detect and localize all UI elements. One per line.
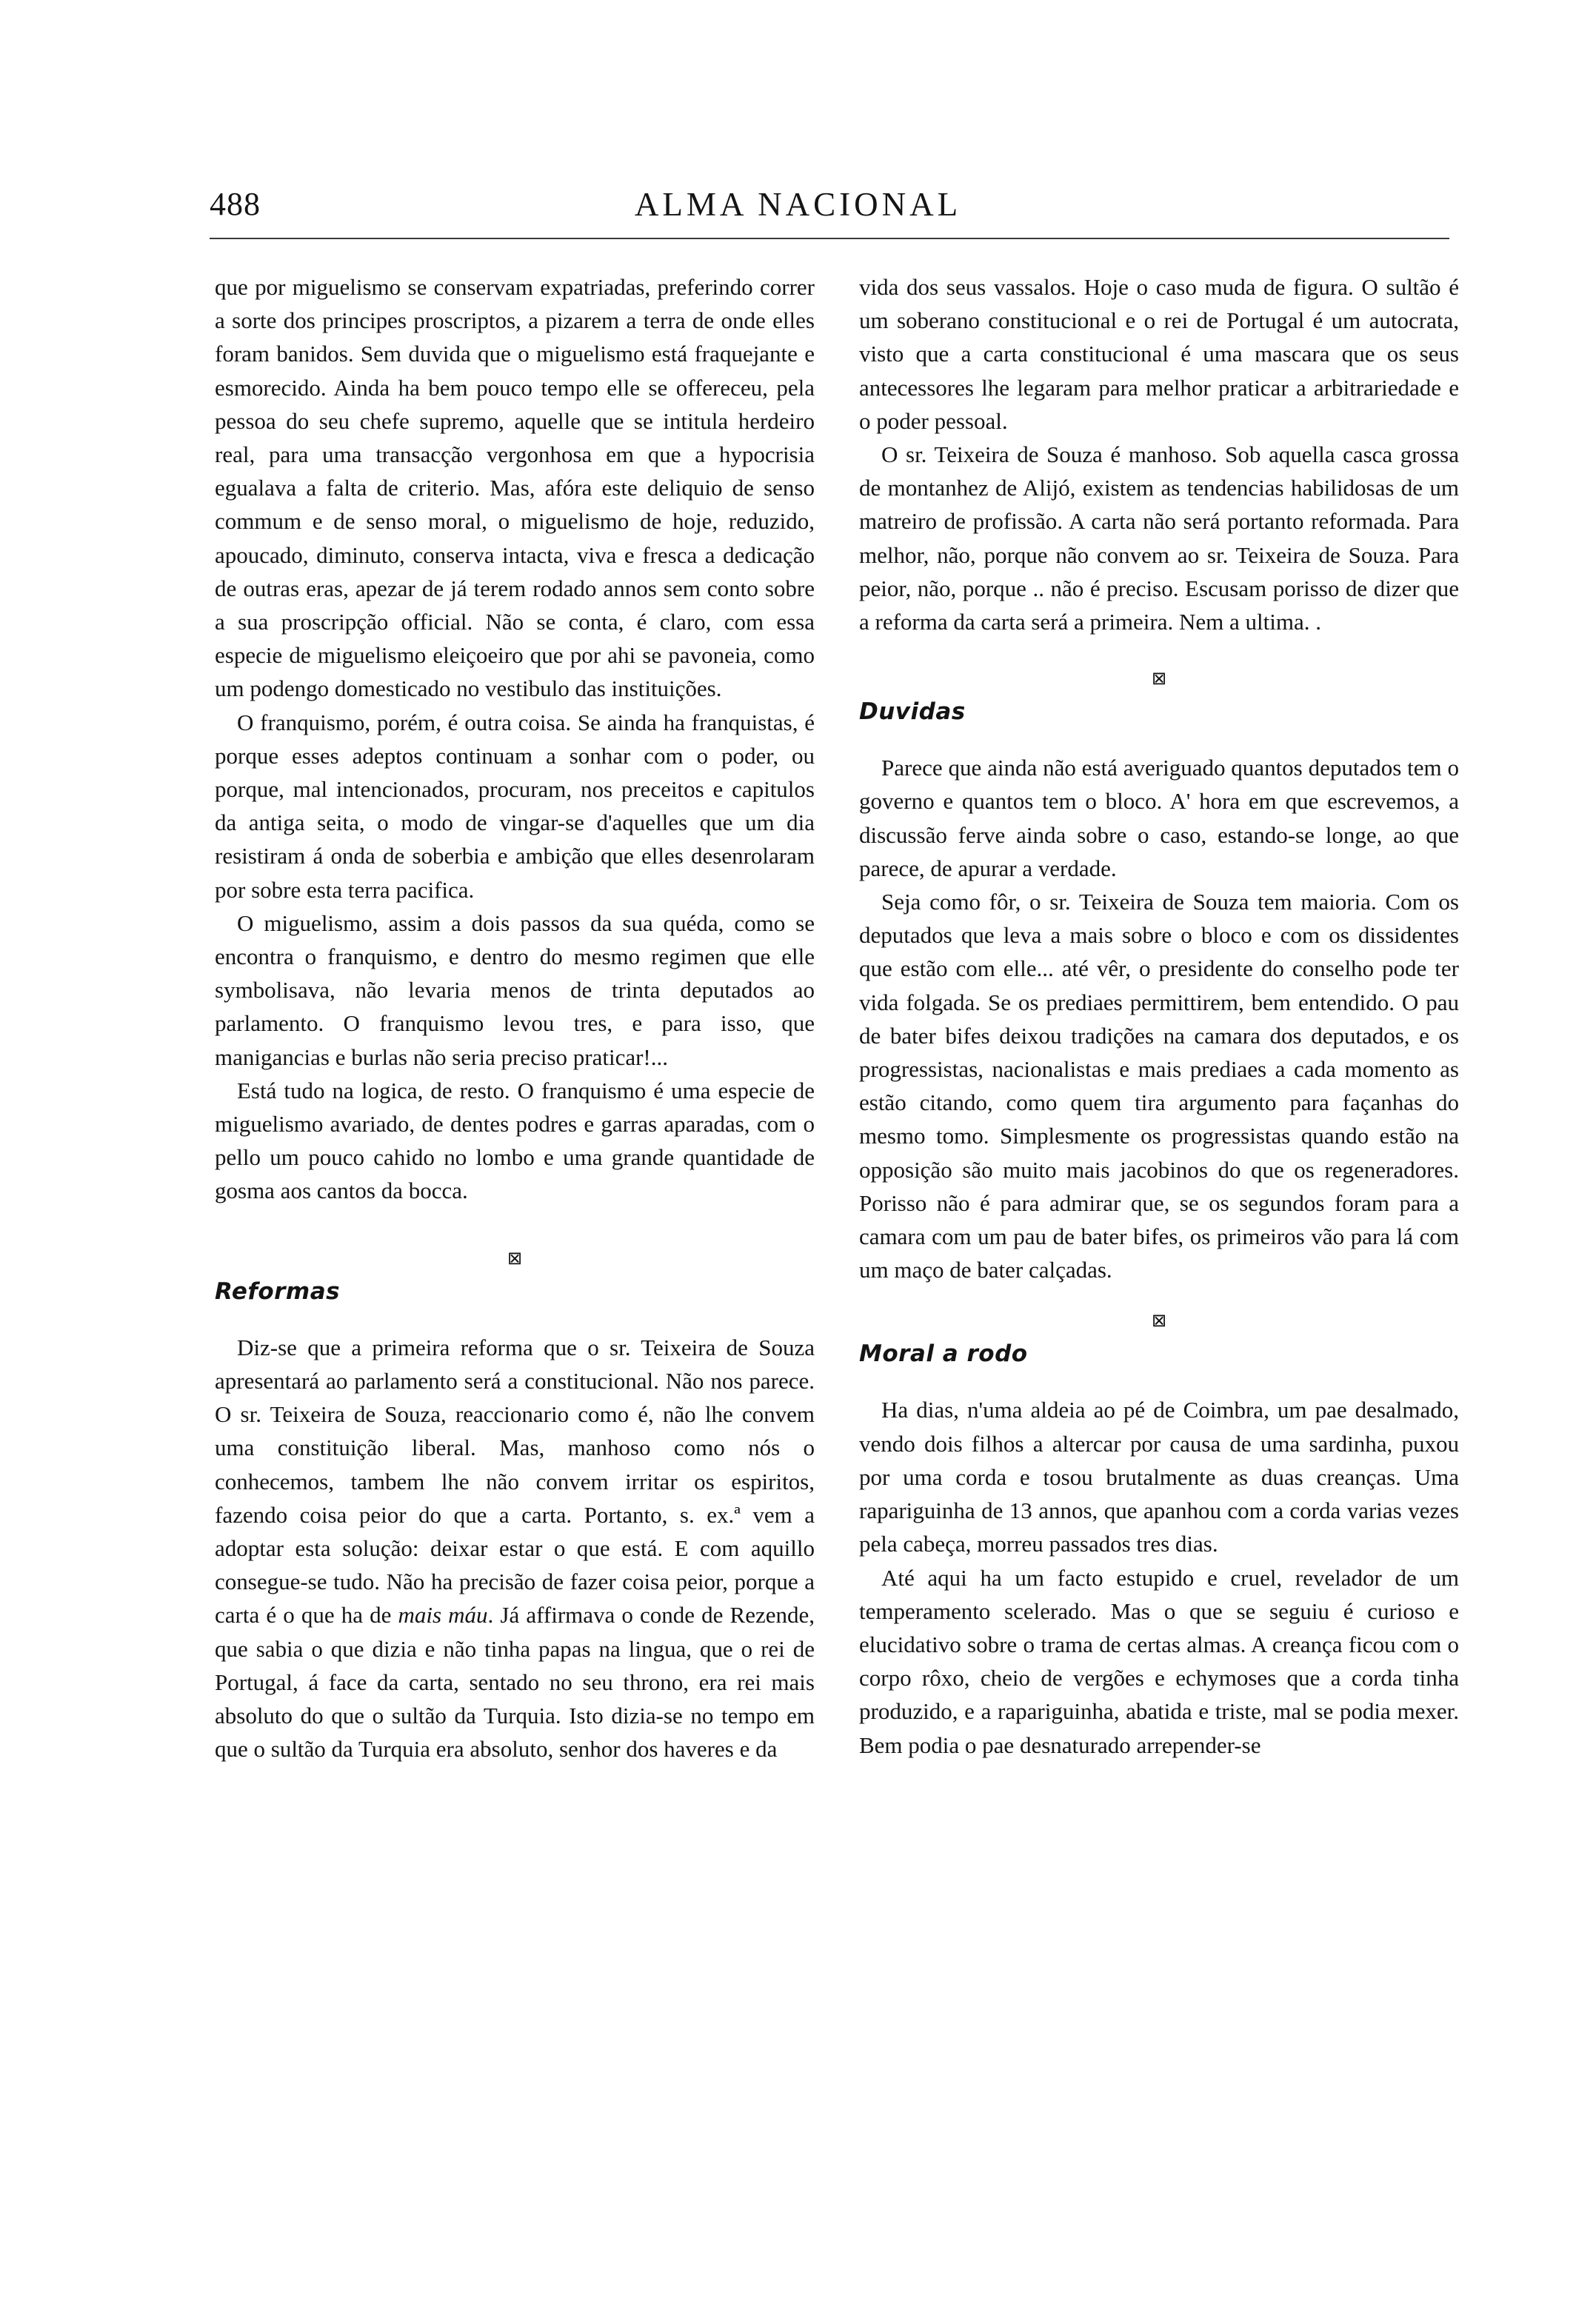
section-ornament-icon: ⊠ (1151, 668, 1167, 689)
paragraph: Ha dias, n'uma aldeia ao pé de Coimbra, um pae desalmado, vendo dois filhos a altercar por causa de uma sardinha, puxou por uma corda e tosou brutalmente as duas creanças. Uma rapariguinha de 13 annos, que apanhou com a corda varias vezes pela cabeça, morreu passados tres dias. (859, 1397, 1459, 1557)
paragraph-text: . Já affirmava o conde de Rezende, que sabia o que dizia e não tinha papas na lingua, que o rei de Portugal, á face da carta, sentado no seu throno, era rei mais absoluto do que o sultão da Turquia. Isto dizia-se no tempo em que o sultão da Turquia era absoluto, senhor dos haveres e da (215, 1602, 815, 1763)
header-rule (210, 238, 1449, 239)
paragraph-text: Diz-se que a primeira reforma que o sr. Teixeira de Souza apresentará ao parlamento será a constitucional. Não nos parece. O sr. Teixeira de Souza, reaccionario como é, não lhe convem uma constituição liberal. Mas, manhoso como nós o conhecemos, tambem lhe não convem irritar os espiritos, fazendo coisa peior do que a carta. Portanto, s. ex.ª vem a adoptar esta solução: deixar estar o que está. E com aquillo consegue-se tudo. Não ha precisão de fazer coisa peior, porque a carta é o que ha de (215, 1334, 815, 1629)
section-heading-duvidas: Duvidas (859, 698, 966, 726)
paragraph: O miguelismo, assim a dois passos da sua quéda, como se encontra o franquismo, e dentro do mesmo regimen que elle symbolisava, não levaria menos de trinta deputados ao parlamento. O franquismo levou tres, e para isso, que manigancias e burlas não seria preciso praticar!... (215, 909, 815, 1070)
paragraph: Seja como fôr, o sr. Teixeira de Souza tem maioria. Com os deputados que leva a mais sobre o bloco e com os dissidentes que estão com elle... até vêr, o presidente do conselho pode ter vida folgada. Se os prediaes permittirem, bem entendido. O pau de bater bifes deixou tradições na camara dos deputados, e os progressistas, nacionalistas e mais prediaes a cada momento as estão citando, como quem tira argumento para façanhas do mesmo tomo. Simplesmente os progressistas quando estão na opposição são muito mais jacobinos do que os regeneradores. Porisso não é para admirar que, se os segundos foram para a camara com um pau de bater bifes, os primeiros vão para lá com um maço de bater calçadas. (859, 889, 1459, 1283)
section-ornament-icon: ⊠ (507, 1247, 523, 1269)
paragraph: Parece que ainda não está averiguado quantos deputados tem o governo e quantos tem o bloco. A' hora em que escrevemos, a discussão ferve ainda sobre o caso, estando-se longe, ao que parece, de apurar a verdade. (859, 755, 1459, 881)
paragraph (215, 1331, 815, 1766)
running-title: ALMA NACIONAL (634, 186, 962, 223)
section-heading-reformas: Reformas (215, 1277, 341, 1305)
paragraph: O franquismo, porém, é outra coisa. Se ainda ha franquistas, é porque esses adeptos continuam a sonhar com o poder, ou porque, mal intencionados, procuram, nos preceitos e capitulos da antiga seita, o modo de vingar-se d'aquelles que um dia resistiram á onda de soberbia e ambição que elles desenrolaram por sobre esta terra pacifica. (215, 709, 815, 903)
page-number: 488 (210, 186, 261, 222)
right-column (859, 270, 1459, 1762)
paragraph: Até aqui ha um facto estupido e cruel, revelador de um temperamento scelerado. Mas o que se seguiu é curioso e elucidativo sobre o trama de certas almas. A creança ficou com o corpo rôxo, cheio de vergões e echymoses que a corda tinha produzido, e a rapariguinha, abatida e triste, mal se podia mexer. Bem podia o pae desnaturado arrepender-se (859, 1564, 1459, 1758)
paragraph: vida dos seus vassalos. Hoje o caso muda de figura. O sultão é um soberano constitucional e o rei de Portugal é um autocrata, visto que a carta constitucional é uma mascara que os seus antecessores lhe legaram para melhor praticar a arbitrariedade e o poder pessoal. (859, 274, 1459, 434)
section-heading-moral-a-rodo: Moral a rodo (859, 1340, 1028, 1368)
paragraph: O sr. Teixeira de Souza é manhoso. Sob aquella casca grossa de montanhez de Alijó, existem as tendencias habilidosas de um matreiro de profissão. A carta não será portanto reformada. Para melhor, não, porque não convem ao sr. Teixeira de Souza. Para peior, não, porque .. não é preciso. Escusam porisso de dizer que a reforma da carta será a primeira. Nem a ultima. . (859, 441, 1459, 635)
left-column (215, 270, 815, 1766)
paragraph: Está tudo na logica, de resto. O franquismo é uma especie de miguelismo avariado, de dentes podres e garras aparadas, com o pello um pouco cahido no lombo e uma grande quantidade de gosma aos cantos da bocca. (215, 1077, 815, 1204)
section-ornament-icon: ⊠ (1151, 1310, 1167, 1332)
paragraph: que por miguelismo se conservam expatriadas, preferindo correr a sorte dos principes proscriptos, a pizarem a terra de onde elles foram banidos. Sem duvida que o miguelismo está fraquejante e esmorecido. Ainda ha bem pouco tempo elle se offereceu, pela pessoa do seu chefe supremo, aquelle que se intitula herdeiro real, para uma transacção vergonhosa em que a hypocrisia egualava a falta de criterio. Mas, afóra este deliquio de senso commum e de senso moral, o miguelismo de hoje, reduzido, apoucado, diminuto, conserva intacta, viva e fresca a dedicação de outras eras, apezar de já terem rodado annos sem conto sobre a sua proscripção official. Não se conta, é claro, com essa especie de miguelismo eleiçoeiro que por ahi se pavoneia, como um podengo domesticado no vestibulo das instituições. (215, 274, 815, 702)
emphasis-text: mais máu (398, 1602, 488, 1629)
